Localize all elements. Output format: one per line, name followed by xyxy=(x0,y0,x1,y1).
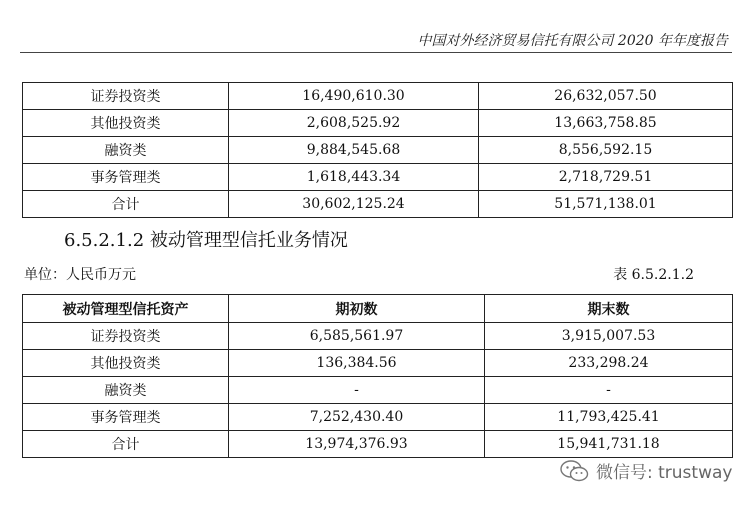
category-cell: 其他投资类 xyxy=(23,350,229,377)
opening-value-cell: 16,490,610.30 xyxy=(229,83,479,110)
closing-value-cell: - xyxy=(485,377,733,404)
table-number: 表 6.5.2.1.2 xyxy=(613,267,694,283)
closing-value-cell: 11,793,425.41 xyxy=(485,404,733,431)
table-header-row xyxy=(23,295,733,323)
wechat-watermark xyxy=(560,458,732,483)
category-cell: 事务管理类 xyxy=(23,404,229,431)
closing-value-cell: 2,718,729.51 xyxy=(479,164,733,191)
category-cell: 融资类 xyxy=(23,137,229,164)
table-row xyxy=(23,137,733,164)
table-row xyxy=(23,83,733,110)
wechat-icon xyxy=(560,460,590,482)
column-header-opening: 期初数 xyxy=(229,295,485,323)
category-cell: 合计 xyxy=(23,191,229,218)
category-cell: 事务管理类 xyxy=(23,164,229,191)
closing-value-cell: 233,298.24 xyxy=(485,350,733,377)
opening-value-cell: 2,608,525.92 xyxy=(229,110,479,137)
opening-value-cell: - xyxy=(229,377,485,404)
passive-trust-table xyxy=(22,294,733,458)
category-cell: 其他投资类 xyxy=(23,110,229,137)
category-cell: 证券投资类 xyxy=(23,323,229,350)
closing-value-cell: 15,941,731.18 xyxy=(485,431,733,458)
category-cell: 融资类 xyxy=(23,377,229,404)
opening-value-cell: 6,585,561.97 xyxy=(229,323,485,350)
opening-value-cell: 30,602,125.24 xyxy=(229,191,479,218)
closing-value-cell: 3,915,007.53 xyxy=(485,323,733,350)
closing-value-cell: 8,556,592.15 xyxy=(479,137,733,164)
unit-label: 单位：人民币万元 xyxy=(24,267,136,283)
closing-value-cell: 51,571,138.01 xyxy=(479,191,733,218)
table-row xyxy=(23,377,733,404)
table-row xyxy=(23,350,733,377)
table-row xyxy=(23,323,733,350)
table-row xyxy=(23,404,733,431)
opening-value-cell: 13,974,376.93 xyxy=(229,431,485,458)
table-row xyxy=(23,164,733,191)
closing-value-cell: 13,663,758.85 xyxy=(479,110,733,137)
header-divider xyxy=(20,52,732,53)
watermark-text: 微信号: trustway xyxy=(596,463,733,483)
table-row-total xyxy=(23,191,733,218)
column-header-closing: 期末数 xyxy=(485,295,733,323)
opening-value-cell: 9,884,545.68 xyxy=(229,137,479,164)
section-title: 6.5.2.1.2 被动管理型信托业务情况 xyxy=(64,230,348,251)
active-trust-table xyxy=(22,82,733,218)
opening-value-cell: 136,384.56 xyxy=(229,350,485,377)
category-cell: 证券投资类 xyxy=(23,83,229,110)
opening-value-cell: 7,252,430.40 xyxy=(229,404,485,431)
table-row-total xyxy=(23,431,733,458)
opening-value-cell: 1,618,443.34 xyxy=(229,164,479,191)
closing-value-cell: 26,632,057.50 xyxy=(479,83,733,110)
column-header-category: 被动管理型信托资产 xyxy=(23,295,229,323)
table-row xyxy=(23,110,733,137)
category-cell: 合计 xyxy=(23,431,229,458)
report-header-title: 中国对外经济贸易信托有限公司 2020 年年度报告 xyxy=(417,33,728,49)
